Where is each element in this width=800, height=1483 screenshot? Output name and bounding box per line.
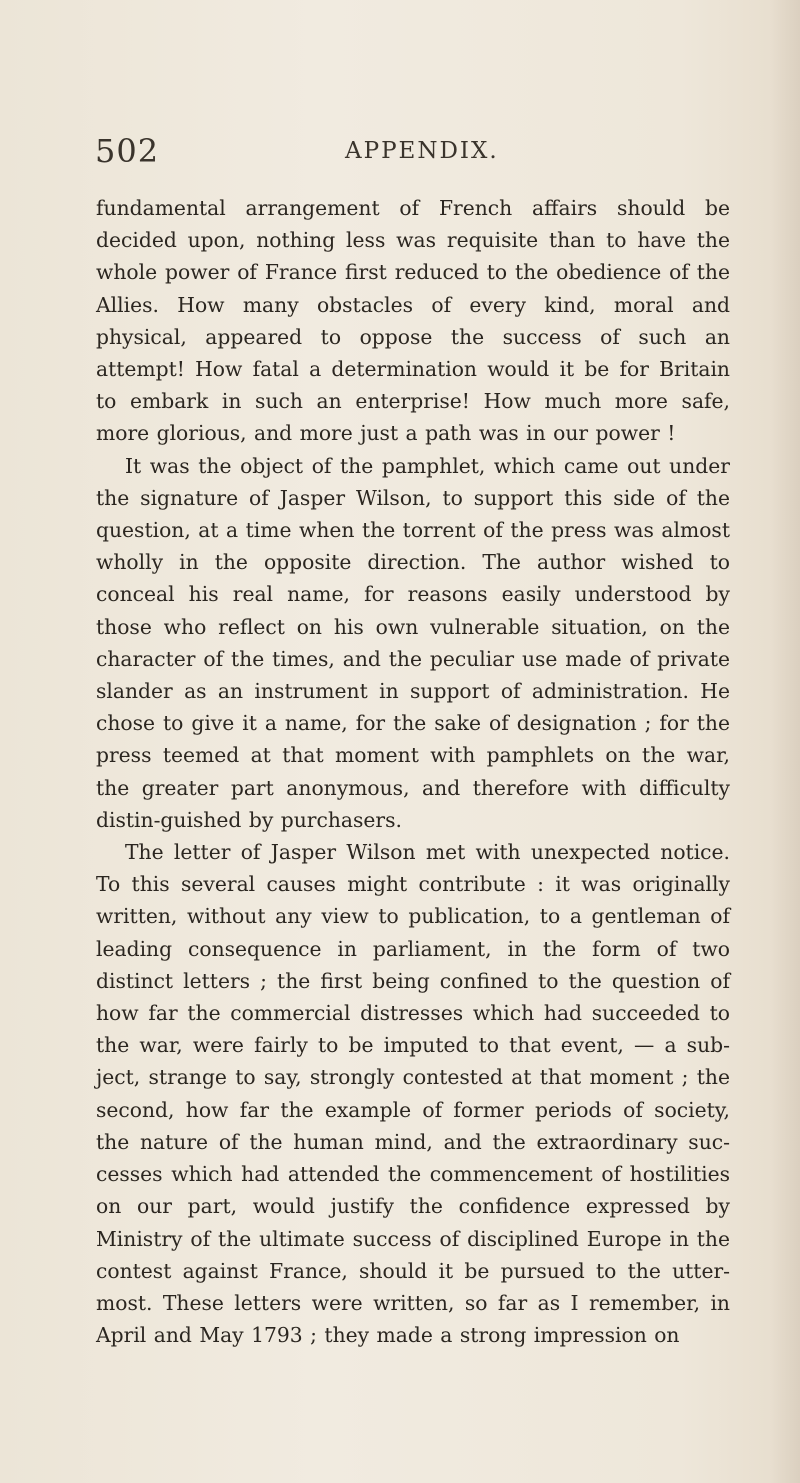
paragraph-3: The letter of Jasper Wilson met with unexpected notice. To this several causes might contribute : it was originally written, without any view to publication, to a gentleman of leading consequence in parliament, in the form of two distinct letters ; the first being confined to the question of how far the commercial distresses which had succeeded to the war, were fairly to be imputed to that event, — a sub-ject, strange to say, strongly contested at that moment ; the second, how far the example of former periods of society, the nature of the human mind, and the extraordinary suc-cesses which had attended the commencement of hostilities on our part, would justify the confidence expressed by Ministry of the ultimate success of disciplined Europe in the contest against France, should it be pursued to the utter-most. These letters were written, so far as I remember, in April and May 1793 ; they made a strong impression on <box>96 840 730 1348</box>
running-head: APPENDIX. <box>345 138 499 164</box>
body-text <box>96 192 730 1351</box>
page-number: 502 <box>95 132 160 170</box>
paragraph-2: It was the object of the pamphlet, which came out under the signature of Jasper Wilson, to support this side of the question, at a time when the torrent of the press was almost wholly in the opposite direction. The author wished to conceal his real name, for reasons easily understood by those who reflect on his own vulnerable situation, on the character of the times, and the peculiar use made of private slander as an instrument in support of administration. He chose to give it a name, for the sake of designation ; for the press teemed at that moment with pamphlets on the war, the greater part anonymous, and therefore with difficulty distin-guished by purchasers. <box>96 453 730 832</box>
page-header <box>0 132 800 182</box>
paragraph-1: fundamental arrangement of French affairs should be decided upon, nothing less was requisite than to have the whole power of France first reduced to the obedience of the Allies. How many obstacles of every kind, moral and physical, appeared to oppose the success of such an attempt! How fatal a determination would it be for Britain to embark in such an enterprise! How much more safe, more glorious, and more just a path was in our power ! <box>96 196 730 446</box>
page-edge-shadow <box>770 0 800 1483</box>
